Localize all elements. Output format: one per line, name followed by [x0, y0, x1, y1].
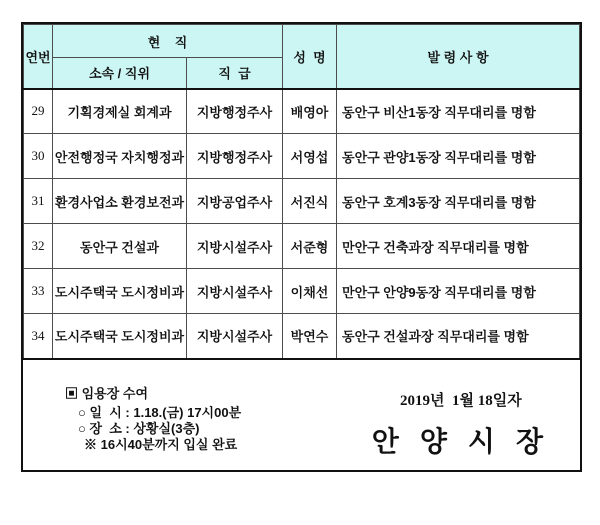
cell-affiliation: 환경사업소 환경보전과 — [53, 179, 187, 224]
table-row — [24, 179, 580, 224]
notice-place: ○ 장 소 : 상황실(3층) — [78, 421, 200, 436]
cell-rank: 지방행정주사 — [187, 89, 283, 134]
table-row — [24, 314, 580, 359]
header-affiliation: 소속 / 직위 — [53, 58, 187, 89]
cell-appointment: 만안구 안양9동장 직무대리를 명함 — [337, 269, 580, 314]
cell-serial: 33 — [24, 269, 53, 314]
cell-rank: 지방행정주사 — [187, 134, 283, 179]
header-serial: 연번 — [24, 25, 53, 89]
cell-affiliation: 안전행정국 자치행정과 — [53, 134, 187, 179]
table-row — [24, 89, 580, 134]
notice-entry-note: ※ 16시40분까지 입실 완료 — [84, 437, 238, 452]
notice-time: ○ 일 시 : 1.18.(금) 17시00분 — [78, 405, 242, 420]
cell-rank: 지방시설주사 — [187, 224, 283, 269]
cell-appointment: 동안구 관양1동장 직무대리를 명함 — [337, 134, 580, 179]
cell-name: 서진식 — [283, 179, 337, 224]
cell-serial: 29 — [24, 89, 53, 134]
issue-date: 2019년 1월 18일자 — [400, 393, 522, 409]
cell-serial: 31 — [24, 179, 53, 224]
cell-name: 배영아 — [283, 89, 337, 134]
header-current-position: 현 직 — [53, 25, 283, 58]
cell-name: 서영섭 — [283, 134, 337, 179]
table-header — [24, 25, 580, 89]
table-row — [24, 134, 580, 179]
cell-serial: 34 — [24, 314, 53, 359]
notice-title: ▣ 임용장 수여 — [65, 386, 149, 401]
ceremony-notice — [65, 383, 241, 470]
cell-name: 서준형 — [283, 224, 337, 269]
header-appointment: 발 령 사 항 — [337, 25, 580, 89]
cell-appointment: 동안구 호계3동장 직무대리를 명함 — [337, 179, 580, 224]
cell-appointment: 만안구 건축과장 직무대리를 명함 — [337, 224, 580, 269]
cell-affiliation: 도시주택국 도시정비과 — [53, 314, 187, 359]
issuer-block — [372, 383, 550, 470]
cell-name: 박연수 — [283, 314, 337, 359]
cell-affiliation: 동안구 건설과 — [53, 224, 187, 269]
table-row — [24, 269, 580, 314]
cell-rank: 지방시설주사 — [187, 269, 283, 314]
appointment-notice-document — [21, 22, 582, 472]
cell-affiliation: 도시주택국 도시정비과 — [53, 269, 187, 314]
cell-rank: 지방공업주사 — [187, 179, 283, 224]
table-row — [24, 224, 580, 269]
cell-affiliation: 기획경제실 회계과 — [53, 89, 187, 134]
header-rank: 직 급 — [187, 58, 283, 89]
cell-appointment: 동안구 건설과장 직무대리를 명함 — [337, 314, 580, 359]
table-body — [24, 89, 580, 359]
mayor-signature: 안 양 시 장 — [371, 427, 550, 458]
header-name: 성 명 — [283, 25, 337, 89]
appointment-table — [23, 24, 580, 360]
cell-name: 이채선 — [283, 269, 337, 314]
cell-serial: 32 — [24, 224, 53, 269]
cell-appointment: 동안구 비산1동장 직무대리를 명함 — [337, 89, 580, 134]
footer-section — [23, 359, 580, 470]
header-row-1 — [24, 25, 580, 58]
cell-rank: 지방시설주사 — [187, 314, 283, 359]
cell-serial: 30 — [24, 134, 53, 179]
